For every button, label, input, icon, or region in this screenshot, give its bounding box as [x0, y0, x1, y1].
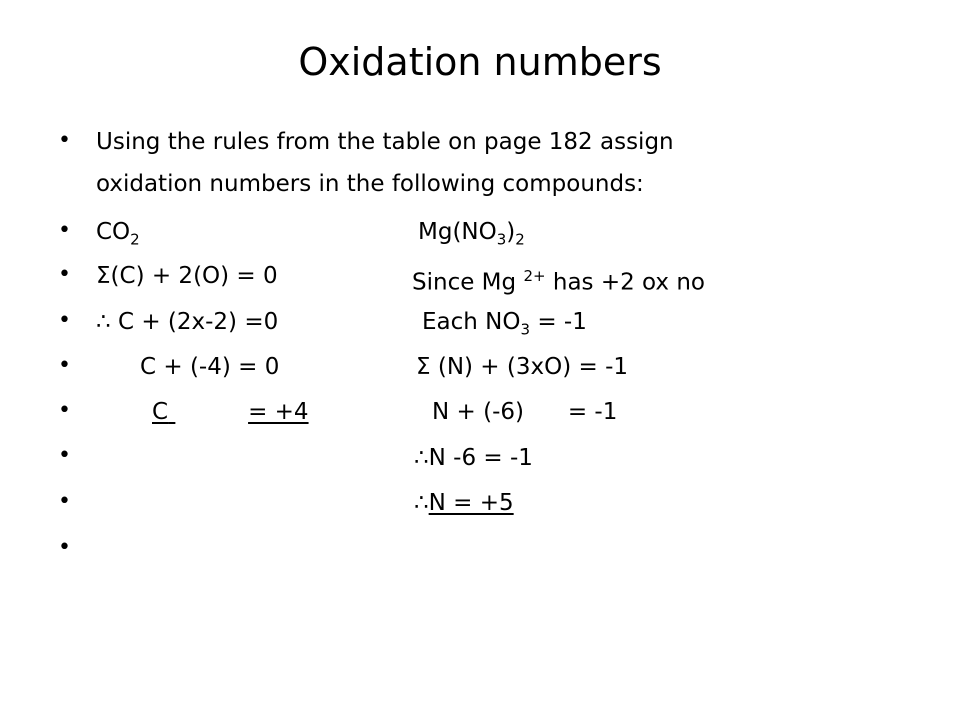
mg-charge-note: Since Mg $^{2+}$ has +2 ox no [412, 267, 705, 296]
bullet-marker: • [58, 535, 71, 560]
co2-result: C = +4 [152, 399, 309, 425]
bullet-marker: • [58, 398, 71, 423]
bullet-marker: • [58, 128, 71, 153]
no3-simplify: ∴N -6 = -1 [414, 445, 533, 471]
formula-mgno32: $Mg(NO_3)_2$ [418, 219, 525, 249]
bullet-marker: • [58, 489, 71, 514]
no3-charge-note: Each $NO_3 = -1$ [422, 309, 587, 339]
no3-substitution: N + (-6) = -1 [432, 399, 618, 425]
co2-substitution: ∴ C + (2x-2) =0 [96, 309, 279, 335]
co2-simplify: C + (-4) = 0 [140, 354, 280, 380]
no3-result: ∴N = +5 [414, 490, 514, 516]
no3-sum-equation: Σ (N) + (3xO) = -1 [416, 354, 629, 380]
intro-line-1: Using the rules from the table on page 182 assign [96, 129, 674, 155]
page-title: Oxidation numbers [298, 40, 662, 84]
formula-co2: $CO_2$ [96, 219, 140, 249]
bullet-marker: • [58, 443, 71, 468]
bullet-marker: • [58, 262, 71, 287]
co2-sum-equation: Σ(C) + 2(O) = 0 [96, 263, 278, 289]
bullet-marker: • [58, 353, 71, 378]
intro-line-2: oxidation numbers in the following compounds: [96, 171, 644, 197]
bullet-marker: • [58, 218, 71, 243]
bullet-marker: • [58, 308, 71, 333]
